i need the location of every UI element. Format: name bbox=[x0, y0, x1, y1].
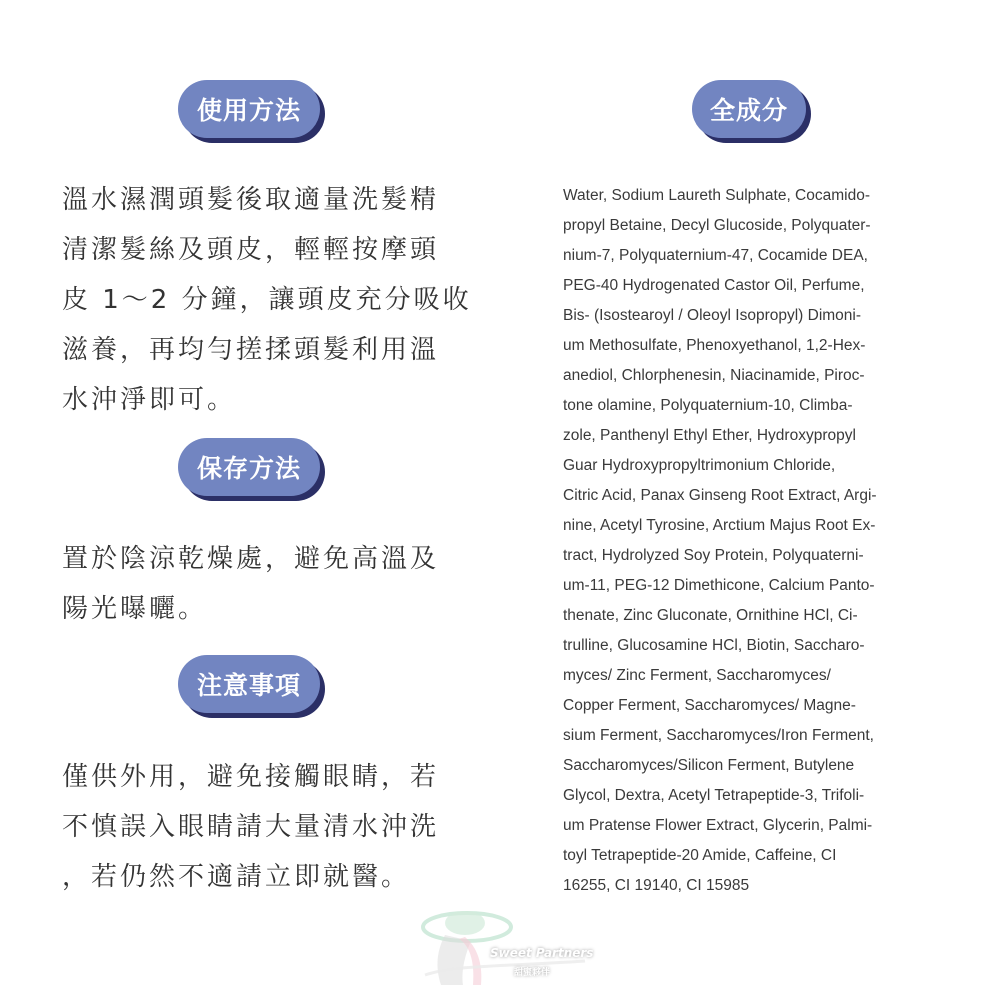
ingredients-line: Glycol, Dextra, Acetyl Tetrapeptide-3, Trifoli- bbox=[563, 787, 865, 804]
ingredients-line: um Pratense Flower Extract, Glycerin, Palmi- bbox=[563, 817, 873, 834]
ingredients-line: nium-7, Polyquaternium-47, Cocamide DEA, bbox=[563, 247, 868, 264]
ingredients-line: Saccharomyces/Silicon Ferment, Butylene bbox=[563, 757, 855, 774]
caution-line: ，若仍然不適請立即就醫。 bbox=[62, 862, 411, 892]
usage-line: 滋養，再均勻搓揉頭髮利用溫 bbox=[62, 335, 440, 365]
ingredients-line: um Methosulfate, Phenoxyethanol, 1,2-Hex- bbox=[563, 337, 866, 354]
ingredients-line: 16255, CI 19140, CI 15985 bbox=[563, 877, 750, 894]
ingredients-line: nine, Acetyl Tyrosine, Arctium Majus Root Ex- bbox=[563, 517, 876, 534]
ingredients-line: myces/ Zinc Ferment, Saccharomyces/ bbox=[563, 667, 831, 684]
caution-heading-badge: 注意事項 bbox=[178, 655, 320, 713]
ingredients-line: tract, Hydrolyzed Soy Protein, Polyquaterni- bbox=[563, 547, 864, 564]
usage-line: 溫水濕潤頭髮後取適量洗髮精 bbox=[62, 185, 440, 215]
usage-line: 皮 1～2 分鐘，讓頭皮充分吸收 bbox=[62, 285, 472, 315]
usage-text bbox=[62, 175, 472, 425]
watermark-brand-cn: 甜蜜夥伴 bbox=[514, 968, 551, 978]
caution-text bbox=[62, 752, 452, 902]
ingredients-line: thenate, Zinc Gluconate, Ornithine HCl, Ci- bbox=[563, 607, 858, 624]
ingredients-line: trulline, Glucosamine HCl, Biotin, Saccharo- bbox=[563, 637, 865, 654]
storage-line: 置於陰涼乾燥處，避免高溫及 bbox=[62, 544, 440, 574]
caution-line: 僅供外用，避免接觸眼睛，若 bbox=[62, 762, 440, 792]
usage-line: 清潔髮絲及頭皮，輕輕按摩頭 bbox=[62, 235, 440, 265]
ingredients-heading-badge: 全成分 bbox=[692, 80, 806, 138]
ingredients-line: Copper Ferment, Saccharomyces/ Magne- bbox=[563, 697, 856, 714]
usage-line: 水沖淨即可。 bbox=[62, 385, 237, 415]
storage-text bbox=[62, 534, 452, 634]
ingredients-list bbox=[563, 181, 953, 901]
storage-line: 陽光曝曬。 bbox=[62, 594, 208, 624]
ingredients-line: Water, Sodium Laureth Sulphate, Cocamido- bbox=[563, 187, 871, 204]
ingredients-line: zole, Panthenyl Ethyl Ether, Hydroxypropyl bbox=[563, 427, 856, 444]
usage-heading-badge: 使用方法 bbox=[178, 80, 320, 138]
ingredients-line: tone olamine, Polyquaternium-10, Climba- bbox=[563, 397, 853, 414]
watermark-brand: Sweet Partners bbox=[490, 946, 594, 960]
ingredients-line: Citric Acid, Panax Ginseng Root Extract, Argi- bbox=[563, 487, 877, 504]
ingredients-line: Guar Hydroxypropyltrimonium Chloride, bbox=[563, 457, 836, 474]
storage-heading-badge: 保存方法 bbox=[178, 438, 320, 496]
ingredients-line: PEG-40 Hydrogenated Castor Oil, Perfume, bbox=[563, 277, 865, 294]
ingredients-line: propyl Betaine, Decyl Glucoside, Polyquater- bbox=[563, 217, 871, 234]
ingredients-line: toyl Tetrapeptide-20 Amide, Caffeine, CI bbox=[563, 847, 837, 864]
ingredients-line: anediol, Chlorphenesin, Niacinamide, Piroc- bbox=[563, 367, 865, 384]
ingredients-line: sium Ferment, Saccharomyces/Iron Ferment, bbox=[563, 727, 874, 744]
ingredients-line: um-11, PEG-12 Dimethicone, Calcium Panto- bbox=[563, 577, 875, 594]
caution-line: 不慎誤入眼睛請大量清水沖洗 bbox=[62, 812, 440, 842]
ingredients-line: Bis- (Isostearoyl / Oleoyl Isopropyl) Dimoni- bbox=[563, 307, 862, 324]
